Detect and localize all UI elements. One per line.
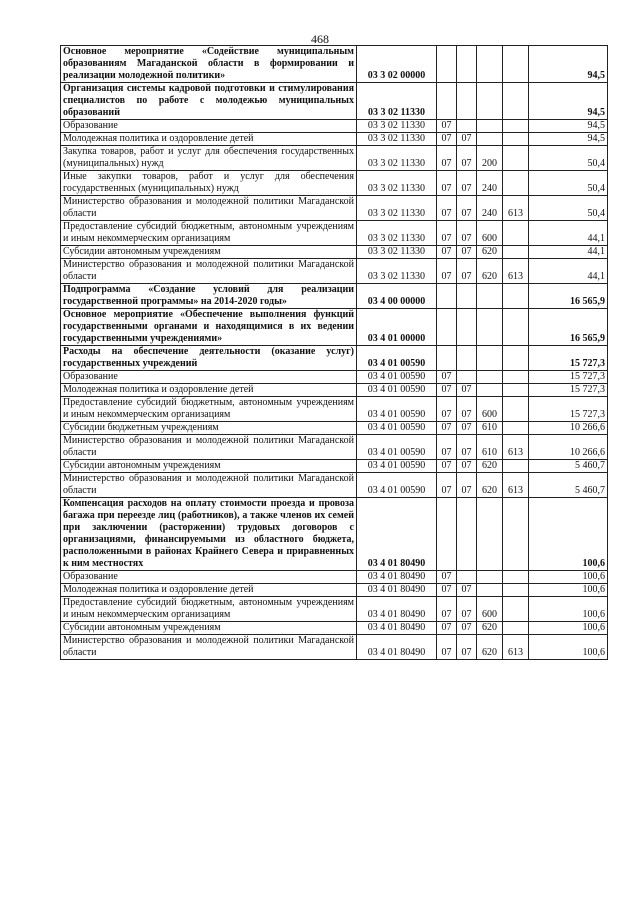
administrator-code-cell <box>503 46 529 83</box>
subsection-code-cell: 07 <box>457 384 477 397</box>
administrator-code-cell <box>503 146 529 171</box>
target-code-cell: 03 3 02 11330 <box>357 221 437 246</box>
subsection-code-cell: 07 <box>457 597 477 622</box>
section-code-cell: 07 <box>437 133 457 146</box>
amount-cell: 100,6 <box>529 584 608 597</box>
expense-type-code-cell: 620 <box>477 246 503 259</box>
table-row <box>61 133 608 146</box>
table-row <box>61 246 608 259</box>
expense-type-code-cell <box>477 498 503 571</box>
row-name-cell: Министерство образования и молодежной политики Магаданской области <box>61 196 357 221</box>
section-code-cell: 07 <box>437 571 457 584</box>
administrator-code-cell <box>503 397 529 422</box>
section-code-cell: 07 <box>437 422 457 435</box>
administrator-code-cell <box>503 422 529 435</box>
subsection-code-cell: 07 <box>457 460 477 473</box>
expense-type-code-cell: 620 <box>477 635 503 660</box>
table-row <box>61 460 608 473</box>
row-name-cell: Министерство образования и молодежной политики Магаданской области <box>61 435 357 460</box>
row-name-cell: Молодежная политика и оздоровление детей <box>61 133 357 146</box>
expense-type-code-cell: 240 <box>477 196 503 221</box>
administrator-code-cell <box>503 460 529 473</box>
expense-type-code-cell <box>477 384 503 397</box>
amount-cell: 94,5 <box>529 133 608 146</box>
target-code-cell: 03 4 01 00590 <box>357 435 437 460</box>
table-row <box>61 422 608 435</box>
table-row <box>61 622 608 635</box>
amount-cell: 44,1 <box>529 246 608 259</box>
section-code-cell: 07 <box>437 384 457 397</box>
table-row <box>61 146 608 171</box>
expense-type-code-cell <box>477 284 503 309</box>
expense-type-code-cell: 600 <box>477 397 503 422</box>
section-code-cell: 07 <box>437 246 457 259</box>
administrator-code-cell <box>503 571 529 584</box>
section-code-cell: 07 <box>437 473 457 498</box>
administrator-code-cell <box>503 622 529 635</box>
section-code-cell: 07 <box>437 635 457 660</box>
administrator-code-cell: 613 <box>503 635 529 660</box>
subsection-code-cell <box>457 83 477 120</box>
subsection-code-cell: 07 <box>457 584 477 597</box>
target-code-cell: 03 3 02 00000 <box>357 46 437 83</box>
administrator-code-cell: 613 <box>503 259 529 284</box>
section-code-cell: 07 <box>437 371 457 384</box>
administrator-code-cell <box>503 584 529 597</box>
row-name-cell: Молодежная политика и оздоровление детей <box>61 584 357 597</box>
administrator-code-cell <box>503 221 529 246</box>
administrator-code-cell: 613 <box>503 473 529 498</box>
section-code-cell <box>437 346 457 371</box>
target-code-cell: 03 4 01 80490 <box>357 597 437 622</box>
row-name-cell: Подпрограмма «Создание условий для реализации государственной программы» на 2014-2020 годы» <box>61 284 357 309</box>
target-code-cell: 03 4 01 00590 <box>357 384 437 397</box>
section-code-cell <box>437 83 457 120</box>
row-name-cell: Образование <box>61 371 357 384</box>
row-name-cell: Компенсация расходов на оплату стоимости проезда и провоза багажа при переезде лиц (работников), а также членов их семей при заключении (расторжении) трудовых договоров с организациями, финансируемыми из областного бюджета, расположенными в районах Крайнего Севера и приравненных к ним местностях <box>61 498 357 571</box>
administrator-code-cell <box>503 498 529 571</box>
subsection-code-cell: 07 <box>457 133 477 146</box>
target-code-cell: 03 4 01 00590 <box>357 460 437 473</box>
amount-cell: 100,6 <box>529 622 608 635</box>
amount-cell: 15 727,3 <box>529 397 608 422</box>
amount-cell: 44,1 <box>529 221 608 246</box>
amount-cell: 10 266,6 <box>529 422 608 435</box>
amount-cell: 50,4 <box>529 146 608 171</box>
row-name-cell: Субсидии автономным учреждениям <box>61 246 357 259</box>
subsection-code-cell: 07 <box>457 473 477 498</box>
subsection-code-cell: 07 <box>457 435 477 460</box>
section-code-cell: 07 <box>437 397 457 422</box>
table-row <box>61 120 608 133</box>
row-name-cell: Министерство образования и молодежной политики Магаданской области <box>61 259 357 284</box>
table-row <box>61 346 608 371</box>
subsection-code-cell: 07 <box>457 171 477 196</box>
table-row <box>61 597 608 622</box>
target-code-cell: 03 3 02 11330 <box>357 83 437 120</box>
section-code-cell: 07 <box>437 584 457 597</box>
subsection-code-cell: 07 <box>457 635 477 660</box>
amount-cell: 16 565,9 <box>529 309 608 346</box>
amount-cell: 15 727,3 <box>529 346 608 371</box>
subsection-code-cell <box>457 46 477 83</box>
section-code-cell <box>437 498 457 571</box>
table-row <box>61 498 608 571</box>
section-code-cell: 07 <box>437 597 457 622</box>
target-code-cell: 03 4 01 00590 <box>357 473 437 498</box>
expense-type-code-cell: 610 <box>477 435 503 460</box>
administrator-code-cell <box>503 346 529 371</box>
expense-type-code-cell <box>477 584 503 597</box>
target-code-cell: 03 3 02 11330 <box>357 146 437 171</box>
amount-cell: 100,6 <box>529 498 608 571</box>
administrator-code-cell <box>503 83 529 120</box>
section-code-cell: 07 <box>437 196 457 221</box>
administrator-code-cell <box>503 309 529 346</box>
target-code-cell: 03 4 01 80490 <box>357 498 437 571</box>
target-code-cell: 03 4 01 00590 <box>357 371 437 384</box>
amount-cell: 15 727,3 <box>529 371 608 384</box>
row-name-cell: Образование <box>61 571 357 584</box>
expense-type-code-cell <box>477 120 503 133</box>
amount-cell: 94,5 <box>529 120 608 133</box>
subsection-code-cell: 07 <box>457 397 477 422</box>
administrator-code-cell <box>503 597 529 622</box>
target-code-cell: 03 4 01 00590 <box>357 397 437 422</box>
administrator-code-cell <box>503 246 529 259</box>
amount-cell: 100,6 <box>529 571 608 584</box>
row-name-cell: Предоставление субсидий бюджетным, автономным учреждениям и иным некоммерческим организациям <box>61 597 357 622</box>
expense-type-code-cell: 620 <box>477 460 503 473</box>
row-name-cell: Закупка товаров, работ и услуг для обеспечения государственных (муниципальных) нужд <box>61 146 357 171</box>
subsection-code-cell: 07 <box>457 146 477 171</box>
page-number: 468 <box>311 32 329 46</box>
table-row <box>61 384 608 397</box>
subsection-code-cell <box>457 498 477 571</box>
table-row <box>61 584 608 597</box>
administrator-code-cell: 613 <box>503 196 529 221</box>
table-row <box>61 83 608 120</box>
subsection-code-cell: 07 <box>457 196 477 221</box>
section-code-cell <box>437 46 457 83</box>
expense-type-code-cell <box>477 346 503 371</box>
administrator-code-cell <box>503 384 529 397</box>
row-name-cell: Образование <box>61 120 357 133</box>
table-row <box>61 171 608 196</box>
expense-type-code-cell <box>477 371 503 384</box>
amount-cell: 50,4 <box>529 171 608 196</box>
subsection-code-cell: 07 <box>457 422 477 435</box>
subsection-code-cell <box>457 284 477 309</box>
section-code-cell <box>437 284 457 309</box>
administrator-code-cell <box>503 171 529 196</box>
row-name-cell: Министерство образования и молодежной политики Магаданской области <box>61 635 357 660</box>
subsection-code-cell <box>457 346 477 371</box>
row-name-cell: Предоставление субсидий бюджетным, автономным учреждениям и иным некоммерческим организациям <box>61 221 357 246</box>
table-row <box>61 371 608 384</box>
target-code-cell: 03 3 02 11330 <box>357 196 437 221</box>
table-row <box>61 284 608 309</box>
amount-cell: 5 460,7 <box>529 460 608 473</box>
expense-type-code-cell: 200 <box>477 146 503 171</box>
target-code-cell: 03 4 01 00590 <box>357 346 437 371</box>
subsection-code-cell <box>457 371 477 384</box>
target-code-cell: 03 4 01 80490 <box>357 584 437 597</box>
amount-cell: 10 266,6 <box>529 435 608 460</box>
target-code-cell: 03 4 01 80490 <box>357 622 437 635</box>
table-row <box>61 397 608 422</box>
row-name-cell: Субсидии бюджетным учреждениям <box>61 422 357 435</box>
table-row <box>61 571 608 584</box>
amount-cell: 94,5 <box>529 46 608 83</box>
expense-type-code-cell <box>477 309 503 346</box>
subsection-code-cell: 07 <box>457 259 477 284</box>
expense-type-code-cell: 600 <box>477 597 503 622</box>
row-name-cell: Предоставление субсидий бюджетным, автономным учреждениям и иным некоммерческим организациям <box>61 397 357 422</box>
target-code-cell: 03 4 01 80490 <box>357 635 437 660</box>
amount-cell: 50,4 <box>529 196 608 221</box>
administrator-code-cell <box>503 133 529 146</box>
amount-cell: 100,6 <box>529 597 608 622</box>
row-name-cell: Субсидии автономным учреждениям <box>61 460 357 473</box>
subsection-code-cell <box>457 120 477 133</box>
expense-type-code-cell <box>477 571 503 584</box>
table-row <box>61 221 608 246</box>
administrator-code-cell <box>503 371 529 384</box>
expense-type-code-cell <box>477 83 503 120</box>
table-row <box>61 46 608 83</box>
row-name-cell: Субсидии автономным учреждениям <box>61 622 357 635</box>
target-code-cell: 03 3 02 11330 <box>357 246 437 259</box>
expense-type-code-cell: 620 <box>477 259 503 284</box>
target-code-cell: 03 3 02 11330 <box>357 259 437 284</box>
section-code-cell: 07 <box>437 622 457 635</box>
subsection-code-cell <box>457 571 477 584</box>
amount-cell: 15 727,3 <box>529 384 608 397</box>
section-code-cell: 07 <box>437 171 457 196</box>
target-code-cell: 03 4 01 00000 <box>357 309 437 346</box>
amount-cell: 100,6 <box>529 635 608 660</box>
subsection-code-cell <box>457 309 477 346</box>
target-code-cell: 03 4 01 00590 <box>357 422 437 435</box>
section-code-cell: 07 <box>437 146 457 171</box>
row-name-cell: Расходы на обеспечение деятельности (оказание услуг) государственных учреждений <box>61 346 357 371</box>
row-name-cell: Организация системы кадровой подготовки и стимулирования специалистов по работе с молодежью муниципальных образований <box>61 83 357 120</box>
row-name-cell: Основное мероприятие «Обеспечение выполнения функций государственными органами и находящимися в их ведении государственными учреждениями» <box>61 309 357 346</box>
target-code-cell: 03 4 00 00000 <box>357 284 437 309</box>
administrator-code-cell: 613 <box>503 435 529 460</box>
target-code-cell: 03 3 02 11330 <box>357 120 437 133</box>
table-row <box>61 196 608 221</box>
table-row <box>61 259 608 284</box>
table-row <box>61 635 608 660</box>
expense-type-code-cell: 610 <box>477 422 503 435</box>
expense-type-code-cell <box>477 133 503 146</box>
table-body <box>61 46 608 660</box>
section-code-cell: 07 <box>437 120 457 133</box>
expense-type-code-cell: 600 <box>477 221 503 246</box>
administrator-code-cell <box>503 284 529 309</box>
section-code-cell: 07 <box>437 435 457 460</box>
expense-type-code-cell <box>477 46 503 83</box>
expense-type-code-cell: 620 <box>477 622 503 635</box>
administrator-code-cell <box>503 120 529 133</box>
amount-cell: 94,5 <box>529 83 608 120</box>
table-row <box>61 435 608 460</box>
budget-table <box>60 45 608 660</box>
subsection-code-cell: 07 <box>457 221 477 246</box>
subsection-code-cell: 07 <box>457 622 477 635</box>
table-row <box>61 309 608 346</box>
row-name-cell: Молодежная политика и оздоровление детей <box>61 384 357 397</box>
row-name-cell: Иные закупки товаров, работ и услуг для обеспечения государственных (муниципальных) нужд <box>61 171 357 196</box>
expense-type-code-cell: 240 <box>477 171 503 196</box>
row-name-cell: Основное мероприятие «Содействие муниципальным образованиям Магаданской области в формировании и реализации молодежной политики» <box>61 46 357 83</box>
section-code-cell: 07 <box>437 460 457 473</box>
section-code-cell: 07 <box>437 221 457 246</box>
target-code-cell: 03 4 01 80490 <box>357 571 437 584</box>
amount-cell: 44,1 <box>529 259 608 284</box>
section-code-cell <box>437 309 457 346</box>
target-code-cell: 03 3 02 11330 <box>357 171 437 196</box>
target-code-cell: 03 3 02 11330 <box>357 133 437 146</box>
row-name-cell: Министерство образования и молодежной политики Магаданской области <box>61 473 357 498</box>
amount-cell: 16 565,9 <box>529 284 608 309</box>
table-row <box>61 473 608 498</box>
expense-type-code-cell: 620 <box>477 473 503 498</box>
subsection-code-cell: 07 <box>457 246 477 259</box>
section-code-cell: 07 <box>437 259 457 284</box>
amount-cell: 5 460,7 <box>529 473 608 498</box>
